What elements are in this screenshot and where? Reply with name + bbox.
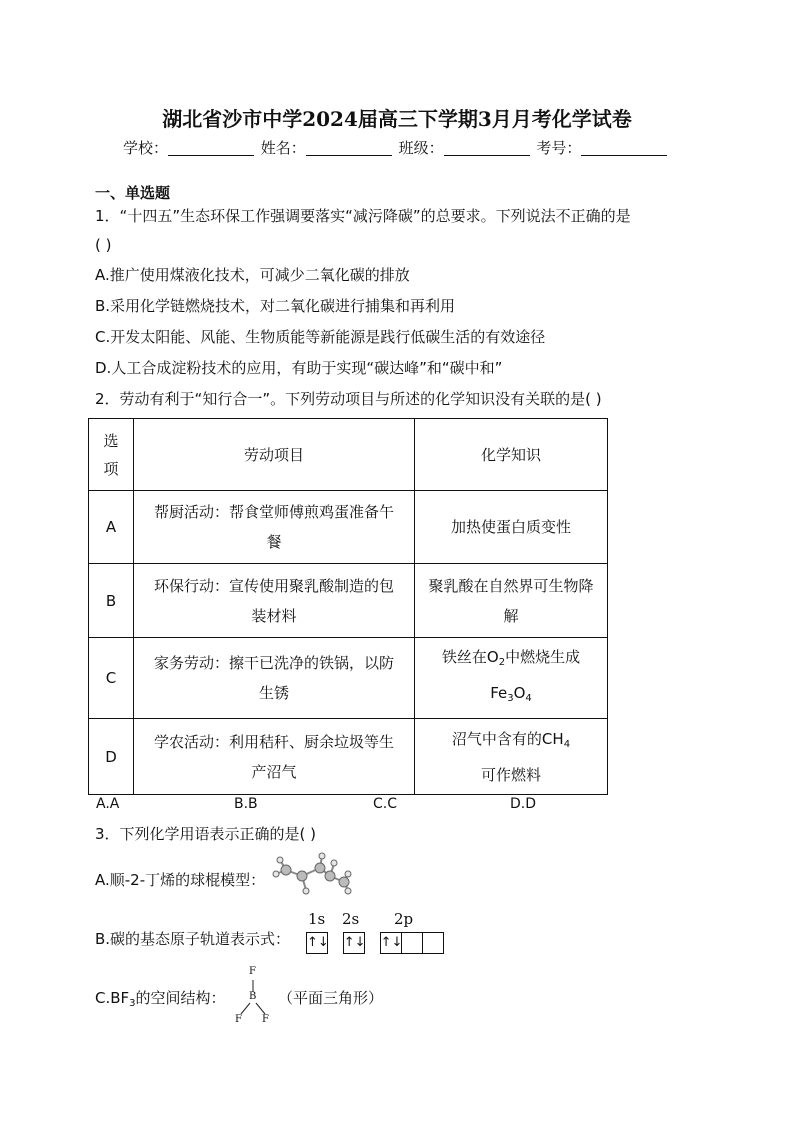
q1-option-d: D.人工合成淀粉技术的应用，有助于实现“碳达峰”和“碳中和” bbox=[95, 359, 503, 377]
orbital-box-2p-1: ↑↓ bbox=[380, 932, 402, 954]
header-option bbox=[89, 419, 134, 491]
q3-option-c bbox=[95, 987, 226, 1009]
orbital-box-2p-3 bbox=[423, 932, 444, 954]
orbital-box-2s: ↑↓ bbox=[343, 932, 365, 954]
row-option: B bbox=[89, 564, 134, 638]
table-row bbox=[89, 719, 608, 795]
chem-line: 聚乳酸在自然界可生物降 bbox=[428, 576, 594, 595]
name-label: 姓名： bbox=[260, 139, 306, 157]
subscript: 3 bbox=[129, 998, 136, 1009]
option-c-text: C.BF bbox=[95, 989, 130, 1007]
header-option-line2: 项 bbox=[103, 459, 119, 478]
name-blank[interactable] bbox=[306, 139, 392, 156]
row-labor bbox=[134, 491, 415, 564]
row-labor bbox=[134, 719, 415, 795]
labor-line: 环保行动：宣传使用聚乳酸制造的包 bbox=[153, 576, 394, 595]
row-chem bbox=[415, 719, 608, 795]
labor-line: 学农活动：利用秸秆、厨余垃圾等生 bbox=[153, 732, 394, 751]
chem-text: Fe bbox=[490, 684, 508, 702]
orbital-label-1s: 1s bbox=[308, 910, 326, 928]
subscript: 2 bbox=[498, 657, 506, 668]
q1-option-c: C.开发太阳能、风能、生物质能等新能源是践行低碳生活的有效途径 bbox=[95, 328, 546, 346]
chem-text: 铁丝在O bbox=[441, 648, 499, 666]
subscript: 4 bbox=[525, 693, 532, 704]
q2-answer-d: D.D bbox=[510, 796, 537, 812]
option-c-text: 的空间结构： bbox=[135, 989, 226, 1007]
ball-stick-model-image bbox=[272, 852, 352, 898]
orbital-box-1s: ↑↓ bbox=[306, 932, 328, 954]
q1-paren: ( ) bbox=[95, 236, 112, 254]
q2-table bbox=[88, 418, 608, 795]
chem-line bbox=[421, 724, 601, 760]
orbital-diagram bbox=[306, 932, 444, 954]
header-chem: 化学知识 bbox=[415, 419, 608, 491]
chem-text: O bbox=[513, 684, 526, 702]
q2-answer-b: B.B bbox=[234, 796, 258, 812]
table-row bbox=[89, 491, 608, 564]
chem-text: 沼气中含有的CH bbox=[451, 729, 564, 748]
class-label: 班级： bbox=[398, 139, 444, 157]
table-row bbox=[89, 564, 608, 638]
student-info-row bbox=[123, 137, 669, 158]
table-row bbox=[89, 638, 608, 719]
bf3-atom-right: F bbox=[262, 1014, 269, 1025]
subscript: 3 bbox=[507, 693, 514, 704]
q3-option-a: A.顺-2-丁烯的球棍模型： bbox=[95, 871, 266, 889]
header-option-line1: 选 bbox=[103, 431, 119, 450]
page-title: 湖北省沙市中学2024届高三下学期3月月考化学试卷 bbox=[162, 107, 632, 131]
q3-stem: 3．下列化学用语表示正确的是( ) bbox=[95, 825, 317, 843]
row-option: D bbox=[89, 719, 134, 795]
q2-answer-c: C.C bbox=[373, 796, 398, 812]
row-labor bbox=[134, 564, 415, 638]
orbital-label-2p: 2p bbox=[394, 910, 414, 928]
school-label: 学校： bbox=[123, 139, 169, 157]
row-chem: 加热使蛋白质变性 bbox=[415, 491, 608, 564]
row-labor bbox=[134, 638, 415, 719]
subscript: 4 bbox=[563, 738, 571, 750]
row-chem bbox=[415, 564, 608, 638]
orbital-box-2p-2 bbox=[402, 932, 423, 954]
bf3-atom-top: F bbox=[249, 966, 256, 977]
number-label: 考号： bbox=[536, 139, 582, 157]
q3-option-c-note: （平面三角形） bbox=[278, 989, 384, 1007]
q3-option-b: B.碳的基态原子轨道表示式： bbox=[95, 930, 291, 948]
header-labor: 劳动项目 bbox=[134, 419, 415, 491]
labor-line: 产沼气 bbox=[251, 762, 297, 781]
class-blank[interactable] bbox=[444, 139, 530, 156]
chem-text: 中燃烧生成 bbox=[505, 648, 581, 666]
q2-stem: 2．劳动有利于“知行合一”。下列劳动项目与所述的化学知识没有关联的是( ) bbox=[95, 390, 602, 408]
chem-line: 可作燃料 bbox=[480, 765, 541, 784]
chem-line: 解 bbox=[503, 606, 519, 625]
labor-line: 帮厨活动：帮食堂师傅煎鸡蛋准备午 bbox=[153, 503, 394, 521]
q1-option-a: A.推广使用煤液化技术，可减少二氧化碳的排放 bbox=[95, 266, 410, 284]
row-option: A bbox=[89, 491, 134, 564]
labor-line: 家务劳动：擦干已洗净的铁锅，以防 bbox=[153, 654, 394, 672]
q2-answer-a: A.A bbox=[96, 796, 120, 812]
table-header-row bbox=[89, 419, 608, 491]
labor-line: 餐 bbox=[266, 533, 282, 551]
number-blank[interactable] bbox=[581, 139, 667, 156]
labor-line: 生锈 bbox=[258, 684, 289, 702]
section-heading: 一、单选题 bbox=[95, 184, 171, 202]
row-chem bbox=[415, 638, 608, 719]
orbital-label-2s: 2s bbox=[342, 910, 360, 928]
bf3-atom-center: B bbox=[249, 991, 257, 1002]
row-option: C bbox=[89, 638, 134, 719]
labor-line: 装材料 bbox=[251, 606, 297, 625]
q1-stem: 1．“十四五”生态环保工作强调要落实“减污降碳”的总要求。下列说法不正确的是 bbox=[95, 207, 631, 225]
school-blank[interactable] bbox=[168, 139, 254, 156]
chem-line bbox=[421, 642, 601, 678]
q1-option-b: B.采用化学链燃烧技术，对二氧化碳进行捕集和再利用 bbox=[95, 297, 456, 315]
chem-line bbox=[421, 678, 601, 714]
bf3-atom-left: F bbox=[235, 1014, 242, 1025]
